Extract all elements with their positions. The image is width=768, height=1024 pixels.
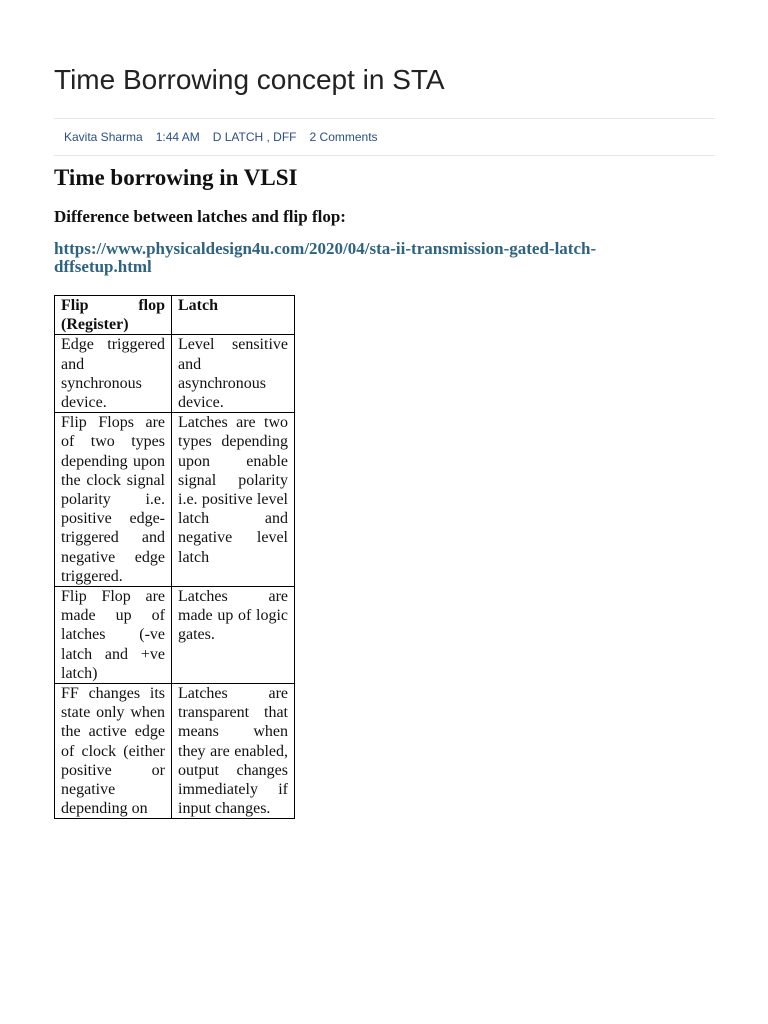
section-subheading: Difference between latches and flip flop: xyxy=(54,207,346,226)
table-row xyxy=(55,335,295,413)
post-timestamp-link[interactable] xyxy=(156,130,200,144)
section-heading: Time borrowing in VLSI xyxy=(54,165,298,190)
table-row xyxy=(55,684,295,819)
post-time[interactable]: 1:44 AM xyxy=(155,130,200,144)
labels-link[interactable]: D LATCH , DFF xyxy=(212,130,297,144)
post-labels[interactable] xyxy=(213,130,297,144)
table-row xyxy=(55,587,295,684)
table-cell: Latches are two types depending upon enable signal polarity i.e. positive level latch and negative level latch xyxy=(172,413,295,587)
table-header-row xyxy=(55,296,295,335)
post-title: Time Borrowing concept in STA xyxy=(54,64,445,95)
reference-link[interactable] xyxy=(54,240,726,276)
table-cell: Latches are made up of logic gates. xyxy=(172,587,295,684)
reference-link-line-1[interactable]: https://www.physicaldesign4u.com/2020/04/sta-ii-transmission-gated-latch- xyxy=(54,240,597,258)
comments-count[interactable] xyxy=(310,130,378,144)
table-cell: Level sensitive and asynchronous device. xyxy=(172,335,295,413)
table-cell: Flip Flop are made up of latches (-ve latch and +ve latch) xyxy=(55,587,172,684)
page-cut-off xyxy=(0,990,768,1024)
header-latch: Latch xyxy=(172,296,295,335)
author-name[interactable]: Kavita Sharma xyxy=(64,130,143,144)
table-cell: Latches are transparent that means when they are enabled, output changes immediately if input changes. xyxy=(172,684,295,819)
table-row xyxy=(55,413,295,587)
table-cell: Flip Flops are of two types depending upon the clock signal polarity i.e. positive edge-triggered and negative edge triggered. xyxy=(55,413,172,587)
author-link[interactable] xyxy=(64,130,143,144)
comparison-table xyxy=(54,295,295,819)
comments-link[interactable]: 2 Comments xyxy=(309,130,378,144)
reference-link-line-2[interactable]: dffsetup.html xyxy=(54,257,152,276)
post-meta-bar xyxy=(54,118,715,156)
table-cell: Edge triggered and synchronous device. xyxy=(55,335,172,413)
header-flip-flop: Flip flop (Register) xyxy=(55,296,172,335)
table-cell: FF changes its state only when the active edge of clock (either positive or negative depending on xyxy=(55,684,172,819)
